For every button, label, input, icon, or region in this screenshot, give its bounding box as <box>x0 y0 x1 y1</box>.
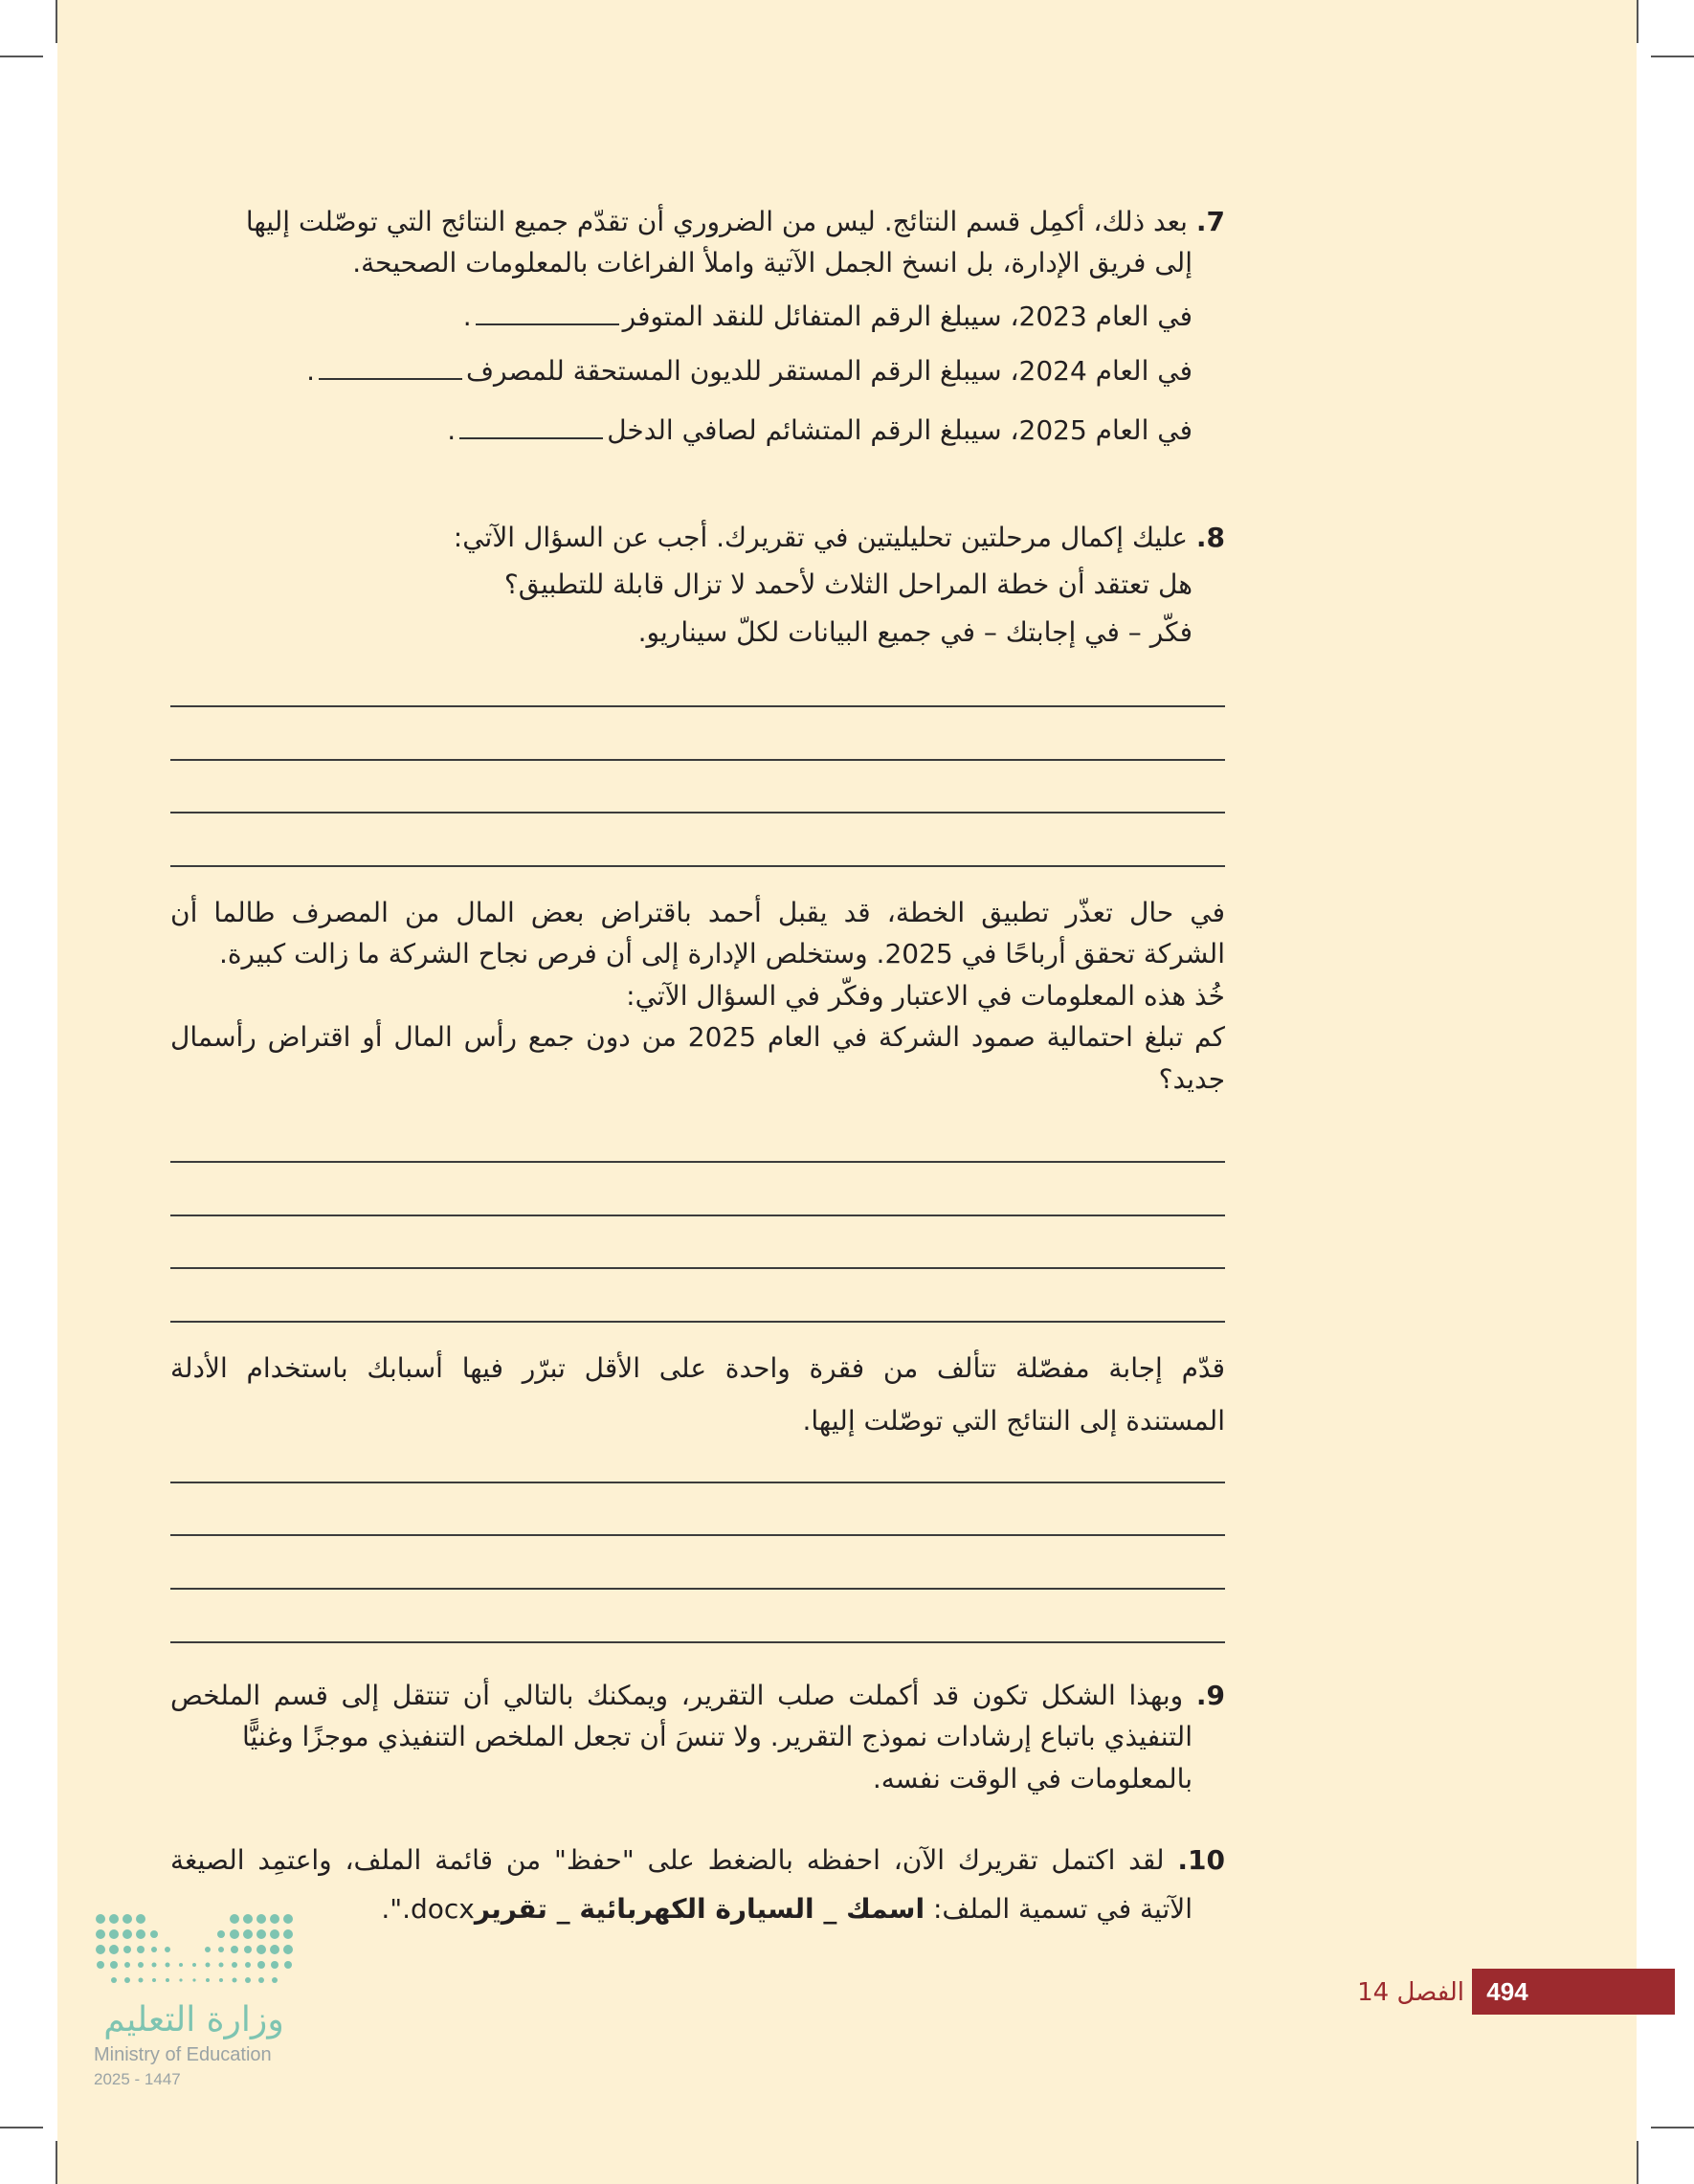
logo-year-text: 2025 - 1447 <box>94 2070 181 2088</box>
failure-line1: في حال تعذّر تطبيق الخطة، قد يقبل أحمد باقتراض بعض المال من المصرف طالما أن <box>170 897 1225 928</box>
logo-arabic-text: وزارة التعليم <box>103 2000 284 2039</box>
item-9 <box>170 1675 1225 1799</box>
detail-paragraph <box>170 1348 1225 1442</box>
answer-line[interactable] <box>170 1641 1225 1643</box>
answer-line[interactable] <box>170 1267 1225 1269</box>
item-10-line1: 10. لقد اكتمل تقريرك الآن، احفظه بالضغط على "حفظ" من قائمة الملف، واعتمِد الصيغة <box>170 1844 1225 1876</box>
fill-blank[interactable] <box>476 323 619 325</box>
fill-blank[interactable] <box>319 378 462 380</box>
item-8-line1: 8. عليك إكمال مرحلتين تحليليتين في تقريرك. أجب عن السؤال الآتي: <box>453 522 1225 553</box>
item-10 <box>170 1839 1225 1930</box>
answer-line[interactable] <box>170 759 1225 761</box>
item-9-line1: 9. وبهذا الشكل تكون قد أكملت صلب التقرير، ويمكنك بالتالي أن تنتقل إلى قسم الملخص <box>170 1680 1226 1711</box>
answer-line[interactable] <box>170 812 1225 813</box>
crop-mark <box>0 2127 43 2128</box>
item-7-sentence-3: في العام 2025، سيبلغ الرقم المتشائم لصافي الدخل. <box>447 413 1192 446</box>
answer-line[interactable] <box>170 1588 1225 1590</box>
item-7-line1: 7. بعد ذلك، أكمِل قسم النتائج. ليس من الضروري أن تقدّم جميع النتائج التي توصّلت إليها <box>245 206 1225 237</box>
item-7-number: 7. <box>1195 206 1225 237</box>
item-9-line3: بالمعلومات في الوقت نفسه. <box>872 1762 1192 1794</box>
logo-english-text: Ministry of Education <box>94 2044 272 2065</box>
answer-line[interactable] <box>170 1161 1225 1163</box>
crop-mark <box>1651 2127 1694 2128</box>
detail-line1: قدّم إجابة مفصّلة تتألف من فقرة واحدة على الأقل تبرّر فيها أسبابك باستخدام الأدلة <box>170 1352 1225 1384</box>
item-10-line2: الآتية في تسمية الملف: اسمك _ السيارة الكهربائية _ تقريرdocx.". <box>381 1893 1192 1926</box>
item-8-line3: فكّر – في إجابتك – في جميع البيانات لكلّ سيناريو. <box>637 615 1192 648</box>
crop-mark <box>1637 0 1638 43</box>
crop-mark <box>1637 2141 1638 2184</box>
item-9-line2: التنفيذي باتباع إرشادات نموذج التقرير. ولا تنسَ أن تجعل الملخص التنفيذي موجزًا وغنيًّا <box>242 1721 1192 1753</box>
failure-paragraph <box>170 892 1225 1100</box>
detail-line2: المستندة إلى النتائج التي توصّلت إليها. <box>802 1405 1225 1437</box>
failure-line5: جديد؟ <box>1158 1062 1225 1095</box>
answer-line[interactable] <box>170 865 1225 867</box>
answer-line[interactable] <box>170 705 1225 707</box>
item-7-line2: إلى فريق الإدارة، بل انسخ الجمل الآتية واملأ الفراغات بالمعلومات الصحيحة. <box>352 247 1192 279</box>
crop-mark <box>1651 56 1694 57</box>
item-8 <box>170 517 1225 653</box>
item-8-number: 8. <box>1195 522 1225 553</box>
answer-line[interactable] <box>170 1321 1225 1323</box>
answer-line[interactable] <box>170 1534 1225 1536</box>
crop-mark <box>0 56 43 57</box>
item-7-sentence-1: في العام 2023، سيبلغ الرقم المتفائل للنقد المتوفر. <box>462 300 1192 332</box>
item-7 <box>170 201 1225 451</box>
failure-line3: خُذ هذه المعلومات في الاعتبار وفكّر في السؤال الآتي: <box>626 979 1225 1012</box>
crop-mark <box>56 0 57 43</box>
crop-mark <box>56 2141 57 2184</box>
chapter-label: الفصل 14 <box>1357 1978 1464 2007</box>
item-7-sentence-2: في العام 2024، سيبلغ الرقم المستقر للديون المستحقة للمصرف. <box>306 355 1192 388</box>
filename-bold: اسمك _ السيارة الكهربائية _ تقرير <box>474 1893 925 1926</box>
page-number: 494 <box>1486 1977 1528 2006</box>
failure-line2: الشركة تحقق أرباحًا في 2025. وستخلص الإدارة إلى أن فرص نجاح الشركة ما زالت كبيرة. <box>218 938 1225 970</box>
item-9-number: 9. <box>1195 1680 1226 1711</box>
fill-blank[interactable] <box>459 437 603 439</box>
failure-line4: كم تبلغ احتمالية صمود الشركة في العام 2025 من دون جمع رأس المال أو اقتراض رأسمال <box>170 1021 1225 1054</box>
filename-extension: docx.". <box>381 1893 475 1926</box>
item-8-line2: هل تعتقد أن خطة المراحل الثلاث لأحمد لا تزال قابلة للتطبيق؟ <box>503 568 1192 601</box>
answer-line[interactable] <box>170 1482 1225 1483</box>
item-10-number: 10. <box>1177 1844 1225 1876</box>
answer-line[interactable] <box>170 1215 1225 1216</box>
